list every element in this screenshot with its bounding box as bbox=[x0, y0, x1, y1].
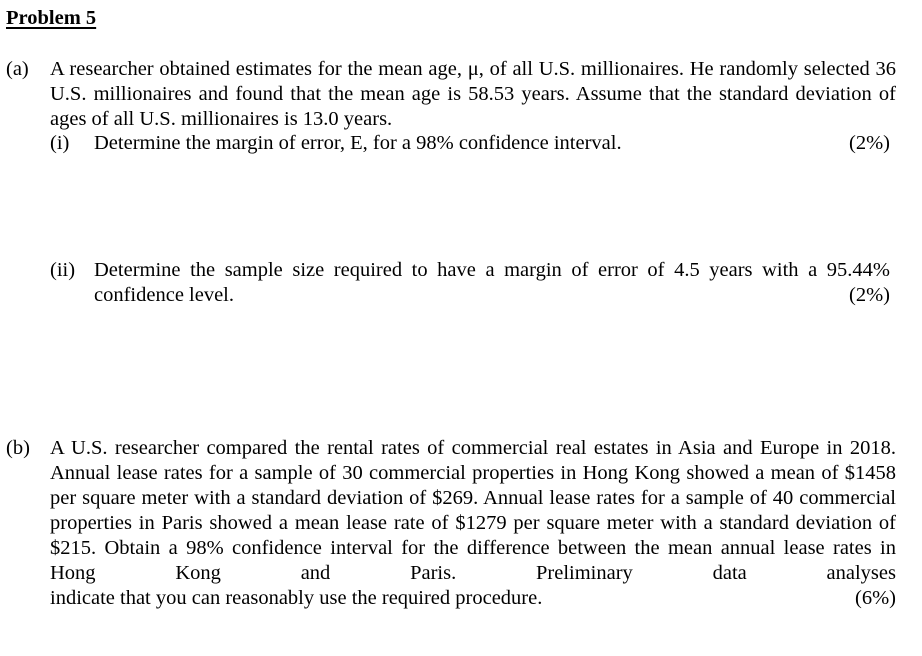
part-b-text: A U.S. researcher compared the rental rates of commercial real estates in Asia and Europe in 2018. Annual lease rates for a sample of 30 commercial properties in Hong Kong showed a mean of $1458 per square meter with a standard deviation of $269. Annual lease rates for a sample of 40 commercial properties in Paris showed a mean lease rate of $1279 per square meter with a standard deviation of $215. Obtain a 98% confidence interval for the difference between the mean annual lease rates in Hong Kong and Paris. Preliminary data analyses bbox=[50, 437, 896, 584]
part-b bbox=[6, 436, 896, 611]
part-b-text-last: indicate that you can reasonably use the required procedure. bbox=[50, 587, 543, 609]
sub-i-text: Determine the margin of error, E, for a 98% confidence interval. bbox=[94, 132, 622, 154]
part-b-marks: (6%) bbox=[855, 587, 896, 609]
problem-title: Problem 5 bbox=[6, 7, 97, 29]
sub-i-marks: (2%) bbox=[849, 132, 890, 154]
sub-ii-label: (ii) bbox=[50, 259, 76, 281]
part-a bbox=[6, 57, 896, 132]
part-a-sub-i bbox=[50, 131, 890, 156]
part-b-label: (b) bbox=[6, 437, 30, 459]
sub-ii-marks: (2%) bbox=[849, 284, 890, 306]
sub-i-label: (i) bbox=[50, 132, 70, 154]
sub-ii-text-line1: Determine the sample size required to have a margin of error of 4.5 years with a 95.44% bbox=[94, 259, 890, 281]
part-a-label: (a) bbox=[6, 58, 29, 80]
part-a-sub-ii bbox=[50, 258, 890, 308]
part-a-text: A researcher obtained estimates for the mean age, μ, of all U.S. millionaires. He randomly selected 36 U.S. millionaires and found that the mean age is 58.53 years. Assume that the standard deviation of ages of all U.S. millionaires is 13.0 years. bbox=[50, 58, 896, 130]
sub-ii-text-line2: confidence level. bbox=[94, 284, 235, 306]
